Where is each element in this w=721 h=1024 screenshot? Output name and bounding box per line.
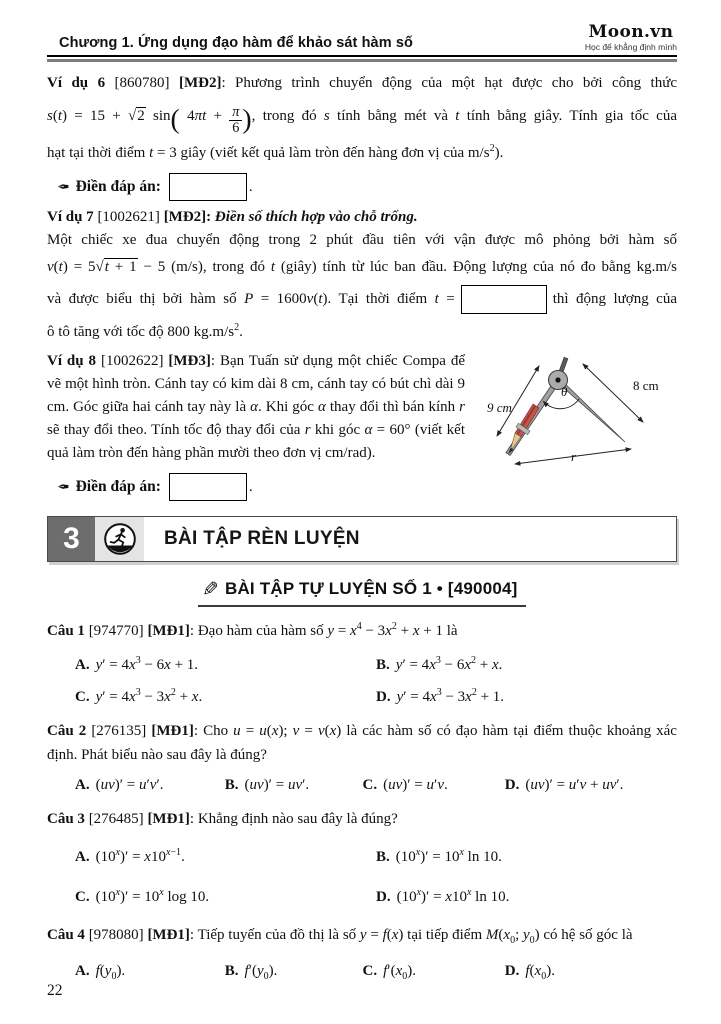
option-key: A. — [75, 776, 90, 793]
example-7 — [47, 206, 677, 344]
option-text: $f'(y_0)$. — [244, 962, 278, 982]
brand-slogan: Học để khẳng định mình — [584, 41, 677, 52]
option-key: A. — [75, 962, 90, 979]
option-key: A. — [75, 848, 90, 865]
pen-nib-icon: ✒ — [57, 177, 70, 196]
option-c[interactable] — [363, 771, 505, 799]
option-b[interactable] — [376, 647, 677, 679]
example-7-line-4 — [47, 282, 677, 316]
example-7-line-5: ô tô tăng với tốc độ 800 $kg.m/s^2$. — [47, 321, 243, 340]
chapter-title: Chương 1. Ứng dụng đạo hàm để khảo sát hàm số — [59, 34, 413, 51]
option-key: B. — [376, 656, 390, 673]
option-a[interactable] — [75, 835, 376, 875]
option-text: $f(y_0)$. — [95, 962, 126, 982]
option-key: D. — [376, 888, 391, 905]
compass-illustration — [473, 350, 677, 478]
example-6-formula: s(t) = 15 + √2 sin( 4πt + $\frac{\pi}{6}$ ), trong đó s tính bằng mét và t tính bằng giây. Tính gia tốc của — [47, 103, 677, 136]
option-d[interactable] — [376, 679, 677, 711]
example-7-line-2: Một chiếc xe đua chuyển động trong 2 phút đầu tiên với vận được mô phỏng bởi hàm số — [47, 231, 677, 248]
option-key: C. — [362, 776, 378, 793]
option-key: B. — [376, 848, 390, 865]
option-key: B. — [224, 776, 239, 793]
answer-input-box[interactable] — [169, 173, 247, 201]
brand-logo-text: Moon.vn — [588, 22, 674, 42]
question-1 — [47, 615, 677, 711]
option-text: (uv)′ = u′v + uv′. — [525, 776, 624, 793]
option-c[interactable] — [75, 875, 376, 915]
pencil-icon: ✎ — [202, 576, 220, 601]
option-text: $(10^x)' = 10^x$ ln 10. — [395, 846, 502, 865]
question-2-options — [47, 771, 677, 799]
option-c[interactable] — [75, 679, 376, 711]
right-arm-length-label: 8 cm — [633, 377, 659, 393]
example-7-line-4-before: và được biểu thị bởi hàm số P = 1600v(t). Tại thời điểm t = — [47, 290, 455, 307]
option-a[interactable] — [75, 647, 376, 679]
answer-suffix: . — [248, 478, 253, 495]
section-icon-box — [95, 517, 144, 561]
compass-pivot-dot — [555, 377, 560, 382]
option-key: D. — [504, 776, 520, 793]
option-d[interactable] — [376, 875, 677, 915]
question-1-options — [47, 647, 677, 711]
option-key: C. — [75, 888, 90, 905]
example-7-title: Ví dụ 7 [1002621] [MĐ2]: Điền số thích hợp vào chỗ trống. — [47, 208, 418, 225]
section-number: 3 — [48, 517, 95, 561]
option-text: $y' = 4x^3 - 3x^2 + 1$. — [396, 686, 505, 705]
page-header — [47, 24, 677, 54]
option-b[interactable] — [376, 835, 677, 875]
option-b[interactable] — [225, 771, 363, 799]
option-text: $y' = 4x^3 - 6x^2 + x$. — [395, 654, 503, 673]
option-d[interactable] — [505, 957, 677, 991]
answer-suffix: . — [248, 178, 253, 195]
theta-label: θ — [561, 383, 568, 399]
option-text: $y' = 4x^3 - 3x^2 + x$. — [95, 686, 203, 705]
example-8-body: Ví dụ 8 [1002622] [MĐ3]: Bạn Tuấn sử dụng một chiếc Compa để vẽ một hình tròn. Cánh tay có kim dài 8 cm, cánh tay có bút chì dài 9 cm. Góc giữa hai cánh tay này là α. Khi góc α thay đổi thì bán kính r sẽ thay đổi theo. Tính tốc độ thay đổi của r khi góc α = 60° (viết kết quả làm tròn đến hàng phần mười theo đơn vị cm/rad). — [47, 352, 465, 461]
example-6-line-3: hạt tại thời điểm t = 3 giây (viết kết quả làm tròn đến hàng đơn vị của $m/s^2$). — [47, 142, 504, 161]
example-6 — [47, 72, 677, 202]
option-text: $(10^x)' = 10^x$ log 10. — [95, 886, 210, 905]
option-text: (uv)′ = u′v. — [383, 776, 448, 793]
answer-label: Điền đáp án: — [75, 177, 161, 195]
option-text: $(10^x)' = x10^x$ ln 10. — [396, 886, 510, 905]
option-text: $f(x_0)$. — [525, 962, 555, 982]
option-d[interactable] — [505, 771, 677, 799]
section-banner — [47, 516, 677, 562]
section-title: BÀI TẬP RÈN LUYỆN — [164, 527, 360, 549]
option-text: (uv)′ = uv′. — [244, 776, 310, 793]
compass-figure — [473, 350, 677, 478]
option-key: B. — [224, 962, 239, 979]
runner-icon — [103, 522, 137, 556]
option-text: $(10^x)' = x10^{x-1}$. — [95, 846, 185, 865]
option-key: C. — [362, 962, 378, 979]
option-a[interactable] — [75, 771, 225, 799]
brand-block — [585, 24, 677, 54]
option-text: $f'(x_0)$. — [383, 962, 416, 982]
pen-nib-icon: ✒ — [57, 477, 70, 496]
option-c[interactable] — [363, 957, 505, 991]
question-2-stem: Câu 2 [276135] [MĐ1]: Cho u = u(x); v = v(x) là các hàm số có đạo hàm tại điểm thuộc khoảng xác định. Phát biểu nào sau đây là đúng? — [47, 722, 677, 763]
question-3-options — [47, 835, 677, 915]
option-key: A. — [75, 656, 90, 673]
option-key: D. — [504, 962, 520, 979]
question-4 — [47, 923, 677, 991]
page-number: 22 — [47, 982, 63, 999]
exercise-set-title: BÀI TẬP TỰ LUYỆN SỐ 1 • [490004] — [224, 578, 518, 598]
option-key: C. — [75, 688, 90, 705]
example-7-formula: v(t) = 5√t + 1 − 5 (m/s), trong đó t (giây) tính từ lúc ban đầu. Động lượng của nó đo bằng kg.m/s — [47, 258, 677, 275]
question-1-stem: Câu 1 [974770] [MĐ1]: Đạo hàm của hàm số $y = x^4 - 3x^2 + x + 1$ là — [47, 620, 458, 639]
example-6-answer-row — [57, 172, 677, 202]
blank-input-box[interactable] — [461, 285, 547, 314]
option-b[interactable] — [225, 957, 363, 991]
exercise-set-heading — [47, 577, 677, 607]
answer-input-box[interactable] — [169, 473, 247, 501]
example-8 — [47, 350, 677, 502]
example-6-line-1: Ví dụ 6 [860780] [MĐ2]: Phương trình chuyển động của một hạt được cho bởi công thức — [47, 74, 677, 91]
option-a[interactable] — [75, 957, 225, 991]
question-2 — [47, 719, 677, 799]
question-3-stem: Câu 3 [276485] [MĐ1]: Khẳng định nào sau đây là đúng? — [47, 810, 398, 827]
option-key: D. — [376, 688, 391, 705]
theta-arc-arrow — [544, 399, 580, 409]
question-4-options — [47, 957, 677, 991]
example-7-line-4-after: thì động lượng của — [552, 290, 677, 307]
example-8-answer-row — [57, 472, 465, 502]
option-text: $y' = 4x^3 - 6x + 1$. — [95, 654, 199, 673]
answer-label: Điền đáp án: — [75, 477, 161, 495]
question-4-stem: Câu 4 [978080] [MĐ1]: Tiếp tuyến của đồ thị là số y = f(x) tại tiếp điểm $M(x_0$; $y_0$) có hệ số góc là — [47, 926, 633, 946]
header-divider — [47, 55, 677, 62]
option-text: (uv)′ = u′v′. — [95, 776, 164, 793]
left-arm-length-label: 9 cm — [487, 399, 512, 415]
question-3 — [47, 807, 677, 915]
radius-label: r — [571, 448, 577, 464]
